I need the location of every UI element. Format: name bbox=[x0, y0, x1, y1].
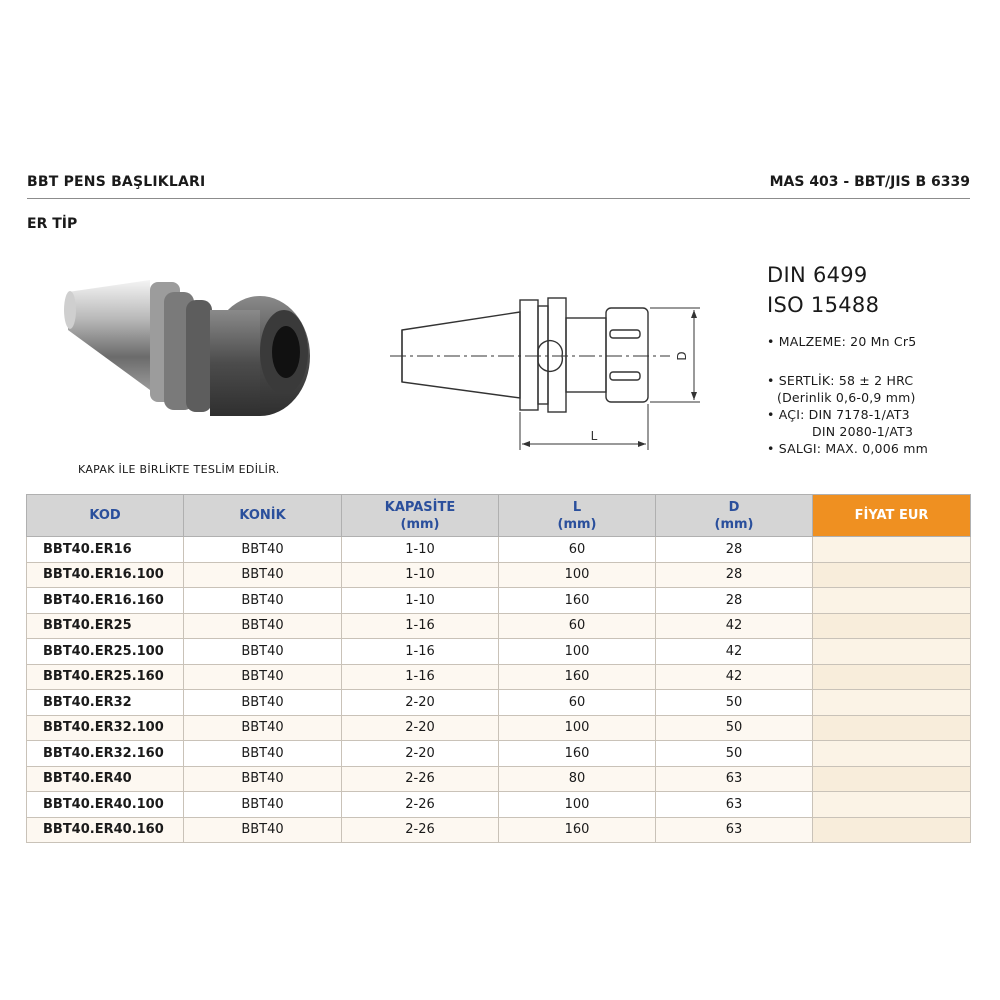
cell-kod: BBT40.ER32.160 bbox=[27, 741, 184, 767]
spec-hardness-line: • SERTLİK: 58 ± 2 HRC bbox=[767, 373, 914, 388]
delivery-caption: KAPAK İLE BİRLİKTE TESLİM EDİLİR. bbox=[78, 463, 280, 476]
cell-l: 100 bbox=[499, 562, 656, 588]
cell-konik: BBT40 bbox=[184, 639, 342, 665]
cell-kapasite: 1-10 bbox=[342, 537, 499, 563]
cell-d: 42 bbox=[656, 613, 813, 639]
cell-fiyat bbox=[813, 715, 971, 741]
spec-material: • MALZEME: 20 Mn Cr5 bbox=[767, 334, 917, 349]
cell-l: 100 bbox=[499, 792, 656, 818]
spec-angle-2: DIN 2080-1/AT3 bbox=[812, 424, 914, 439]
table-row bbox=[27, 817, 971, 843]
cell-l: 60 bbox=[499, 690, 656, 716]
cell-kod: BBT40.ER32 bbox=[27, 690, 184, 716]
spec-hardness bbox=[767, 372, 928, 457]
cell-kod: BBT40.ER16 bbox=[27, 537, 184, 563]
cell-kapasite: 2-20 bbox=[342, 690, 499, 716]
cell-kod: BBT40.ER16.160 bbox=[27, 588, 184, 614]
cell-fiyat bbox=[813, 766, 971, 792]
cell-kapasite: 2-26 bbox=[342, 817, 499, 843]
cell-kapasite: 2-26 bbox=[342, 792, 499, 818]
cell-fiyat bbox=[813, 562, 971, 588]
cell-fiyat bbox=[813, 741, 971, 767]
cell-l: 160 bbox=[499, 817, 656, 843]
cell-d: 42 bbox=[656, 639, 813, 665]
page-title: BBT PENS BAŞLIKLARI bbox=[27, 174, 206, 190]
cell-d: 28 bbox=[656, 537, 813, 563]
cell-kapasite: 1-10 bbox=[342, 588, 499, 614]
cell-d: 63 bbox=[656, 817, 813, 843]
table-row bbox=[27, 690, 971, 716]
table-row bbox=[27, 792, 971, 818]
cell-d: 63 bbox=[656, 766, 813, 792]
cell-konik: BBT40 bbox=[184, 766, 342, 792]
cell-kod: BBT40.ER40 bbox=[27, 766, 184, 792]
standard-label: MAS 403 - BBT/JIS B 6339 bbox=[769, 174, 970, 190]
cell-fiyat bbox=[813, 639, 971, 665]
cell-fiyat bbox=[813, 613, 971, 639]
header-kapasite: KAPASİTE (mm) bbox=[342, 495, 499, 537]
cell-fiyat bbox=[813, 588, 971, 614]
cell-fiyat bbox=[813, 817, 971, 843]
table-header-row bbox=[27, 495, 971, 537]
standard-din: DIN 6499 bbox=[767, 263, 868, 287]
cell-konik: BBT40 bbox=[184, 562, 342, 588]
header-konik: KONİK bbox=[184, 495, 342, 537]
cell-konik: BBT40 bbox=[184, 741, 342, 767]
cell-konik: BBT40 bbox=[184, 613, 342, 639]
cell-konik: BBT40 bbox=[184, 690, 342, 716]
table-row bbox=[27, 562, 971, 588]
technical-drawing bbox=[380, 290, 710, 460]
cell-kod: BBT40.ER32.100 bbox=[27, 715, 184, 741]
cell-fiyat bbox=[813, 537, 971, 563]
cell-konik: BBT40 bbox=[184, 537, 342, 563]
cell-fiyat bbox=[813, 664, 971, 690]
standard-iso: ISO 15488 bbox=[767, 293, 880, 317]
cell-konik: BBT40 bbox=[184, 817, 342, 843]
cell-kod: BBT40.ER40.100 bbox=[27, 792, 184, 818]
table-row bbox=[27, 664, 971, 690]
cell-l: 160 bbox=[499, 741, 656, 767]
header-divider bbox=[27, 198, 970, 199]
product-table bbox=[26, 494, 971, 843]
cell-kapasite: 1-16 bbox=[342, 664, 499, 690]
section-subtitle: ER TİP bbox=[27, 216, 78, 232]
cell-kod: BBT40.ER25 bbox=[27, 613, 184, 639]
cell-l: 100 bbox=[499, 715, 656, 741]
cell-konik: BBT40 bbox=[184, 588, 342, 614]
cell-d: 50 bbox=[656, 741, 813, 767]
cell-kod: BBT40.ER25.160 bbox=[27, 664, 184, 690]
cell-kod: BBT40.ER16.100 bbox=[27, 562, 184, 588]
cell-fiyat bbox=[813, 690, 971, 716]
cell-d: 50 bbox=[656, 715, 813, 741]
cell-l: 80 bbox=[499, 766, 656, 792]
table-row bbox=[27, 766, 971, 792]
table-row bbox=[27, 715, 971, 741]
cell-kod: BBT40.ER40.160 bbox=[27, 817, 184, 843]
cell-l: 60 bbox=[499, 537, 656, 563]
cell-kod: BBT40.ER25.100 bbox=[27, 639, 184, 665]
spec-angle: • AÇI: DIN 7178-1/AT3 bbox=[767, 407, 910, 422]
cell-d: 28 bbox=[656, 562, 813, 588]
header-fiyat: FİYAT EUR bbox=[813, 495, 971, 537]
tool-holder-photo bbox=[60, 270, 320, 450]
cell-kapasite: 2-20 bbox=[342, 715, 499, 741]
cell-l: 160 bbox=[499, 588, 656, 614]
table-row bbox=[27, 613, 971, 639]
table-row bbox=[27, 639, 971, 665]
cell-d: 50 bbox=[656, 690, 813, 716]
spec-hardness-depth: (Derinlik 0,6-0,9 mm) bbox=[777, 390, 916, 405]
header-d: D (mm) bbox=[656, 495, 813, 537]
cell-l: 100 bbox=[499, 639, 656, 665]
table-row bbox=[27, 537, 971, 563]
cell-d: 42 bbox=[656, 664, 813, 690]
header-l: L (mm) bbox=[499, 495, 656, 537]
cell-kapasite: 1-16 bbox=[342, 613, 499, 639]
cell-konik: BBT40 bbox=[184, 792, 342, 818]
cell-kapasite: 1-16 bbox=[342, 639, 499, 665]
cell-konik: BBT40 bbox=[184, 664, 342, 690]
cell-fiyat bbox=[813, 792, 971, 818]
cell-kapasite: 2-26 bbox=[342, 766, 499, 792]
table-row bbox=[27, 741, 971, 767]
cell-d: 63 bbox=[656, 792, 813, 818]
cell-konik: BBT40 bbox=[184, 715, 342, 741]
table-row bbox=[27, 588, 971, 614]
header-kod: KOD bbox=[27, 495, 184, 537]
spec-runout: • SALGI: MAX. 0,006 mm bbox=[767, 441, 928, 456]
cell-l: 60 bbox=[499, 613, 656, 639]
dimension-d-label: D bbox=[675, 351, 689, 361]
dimension-l-label: L bbox=[590, 429, 598, 443]
cell-l: 160 bbox=[499, 664, 656, 690]
cell-kapasite: 2-20 bbox=[342, 741, 499, 767]
cell-kapasite: 1-10 bbox=[342, 562, 499, 588]
cell-d: 28 bbox=[656, 588, 813, 614]
